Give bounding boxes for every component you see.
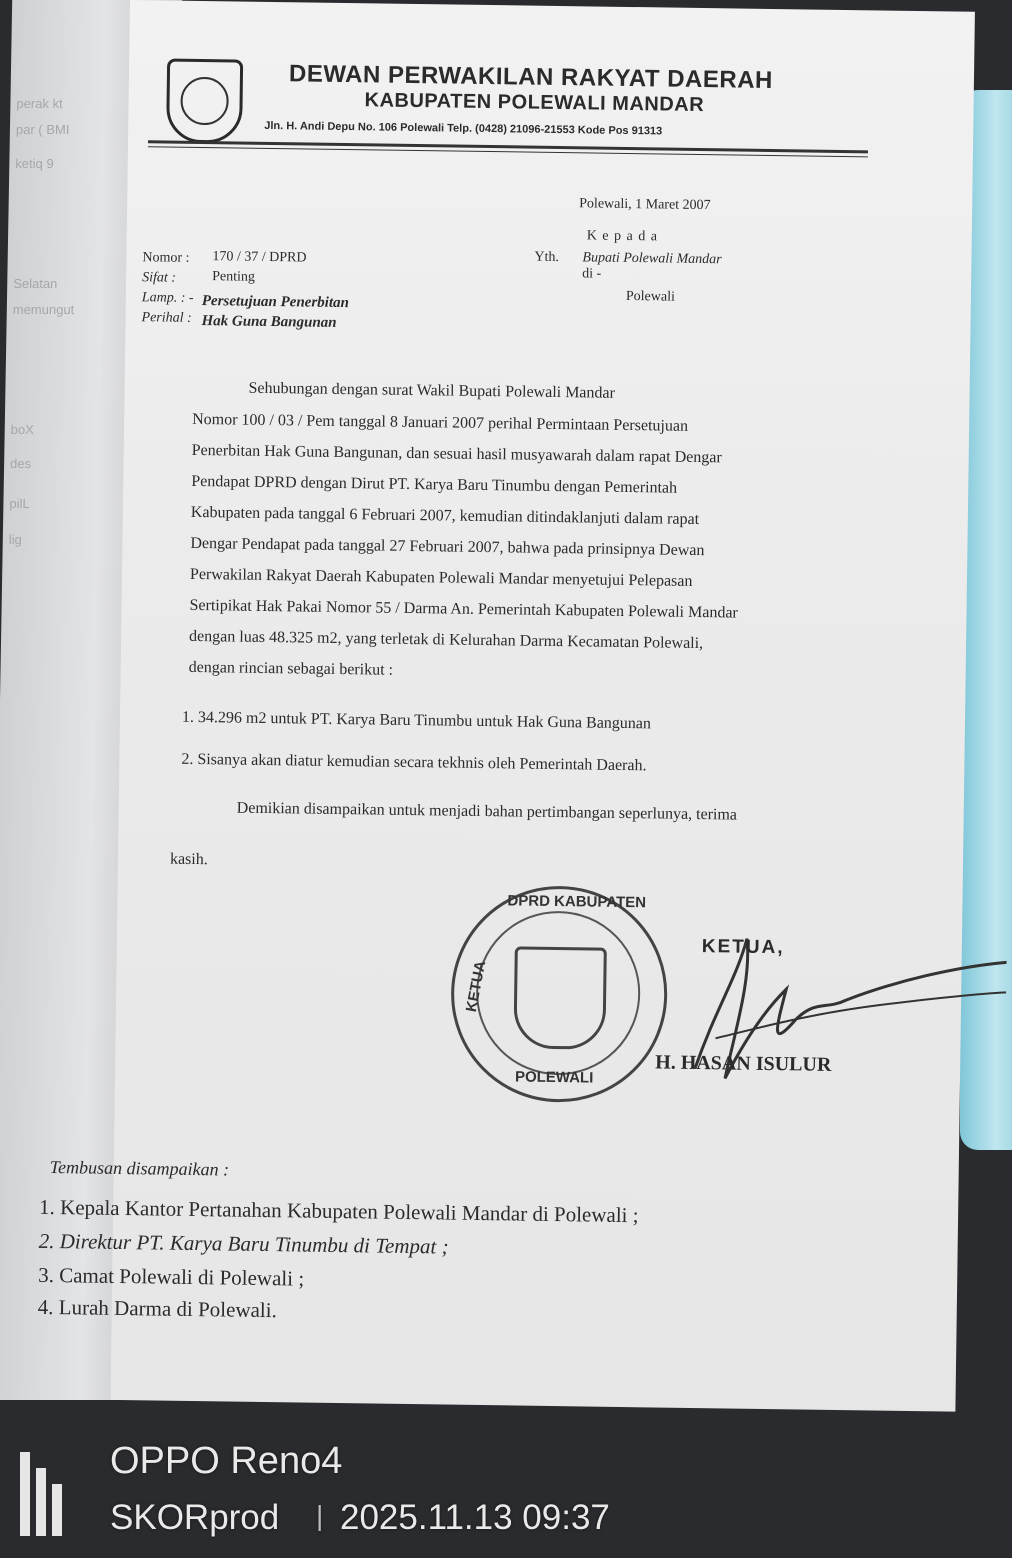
signatory-name: H. HASAN ISULUR [655, 1051, 832, 1076]
letterhead-org: DEWAN PERWAKILAN RAKYAT DAERAH [288, 60, 774, 94]
stamp-text-bottom: POLEWALI [514, 1068, 594, 1087]
letterhead-address: Jln. H. Andi Depu No. 106 Polewali Telp. (0428) 21096-21553 Kode Pos 91313 [264, 119, 663, 138]
body-line: dengan luas 48.325 m2, yang terletak di Kelurahan Darma Kecamatan Polewali, [189, 627, 704, 653]
ghost-text: lig [8, 532, 22, 547]
closing-line: kasih. [169, 850, 208, 869]
ghost-text: Selatan [13, 276, 58, 291]
letterhead-region: KABUPATEN POLEWALI MANDAR [364, 89, 705, 117]
lampiran-label: Lamp. : - [141, 290, 194, 306]
ghost-text: des [9, 456, 32, 471]
body-line: Kabupaten pada tanggal 6 Februari 2007, kemudian ditindaklanjuti dalam rapat [190, 503, 700, 528]
stamp-text-left: KETUA [462, 959, 490, 1014]
tembusan-heading: Tembusan disampaikan : [49, 1156, 230, 1180]
ghost-text: memungut [12, 302, 75, 317]
signatory-title: KETUA, [701, 936, 785, 959]
tembusan-item: 3. Camat Polewali di Polewali ; [38, 1262, 305, 1291]
ghost-text: pilL [9, 496, 30, 511]
recipient-name: Bupati Polewali Mandar [582, 250, 722, 268]
body-line: Dengar Pendapat pada tanggal 27 Februari 2007, bahwa pada prinsipnya Dewan [190, 534, 705, 560]
nomor-label: Nomor : [142, 250, 190, 266]
recipient-di: di - [582, 266, 602, 282]
place-date: Polewali, 1 Maret 2007 [579, 196, 711, 214]
nomor-value: 170 / 37 / DPRD [212, 249, 307, 266]
body-line: Perwakilan Rakyat Daerah Kabupaten Polewali Mandar menyetujui Pelepasan [189, 565, 693, 590]
perihal-label: Perihal : [141, 310, 192, 326]
ghost-text: par ( BMI [15, 122, 70, 137]
recipient-kepada: K e p a d a [586, 228, 659, 245]
closing-line: Demikian disampaikan untuk menjadi bahan pertimbangan seperlunya, terima [236, 799, 738, 824]
stamp-text-top: DPRD KABUPATEN [507, 892, 647, 912]
body-line: Pendapat DPRD dengan Dirut PT. Karya Baru Tinumbu dengan Pemerintah [191, 472, 678, 497]
recipient-city: Polewali [625, 288, 676, 305]
tembusan-item: 1. Kepala Kantor Pertanahan Kabupaten Polewali Mandar di Polewali ; [38, 1194, 639, 1228]
perihal-line-1: Persetujuan Penerbitan [201, 293, 350, 312]
sifat-value: Penting [212, 269, 256, 285]
official-seal-stamp [450, 885, 669, 1104]
watermark-separator: | [316, 1500, 324, 1531]
shield-emblem-icon [513, 946, 606, 1049]
ghost-text: boX [10, 422, 34, 437]
body-line: dengan rincian sebagai berikut : [188, 658, 394, 679]
recipient-yth: Yth. [534, 249, 560, 266]
camera-author: SKORprod [110, 1498, 280, 1537]
list-item: 2. Sisanya akan diatur kemudian secara tekhnis oleh Pemerintah Daerah. [181, 750, 647, 775]
body-line: Sehubungan dengan surat Wakil Bupati Polewali Mandar [248, 379, 616, 402]
perihal-line-2: Hak Guna Bangunan [201, 313, 337, 331]
body-line: Nomor 100 / 03 / Pem tanggal 8 Januari 2007 perihal Permintaan Persetujuan [192, 410, 689, 435]
tembusan-item: 2. Direktur PT. Karya Baru Tinumbu di Tempat ; [38, 1228, 449, 1259]
camera-brand-icon [18, 1448, 64, 1540]
ghost-text: perak kt [16, 96, 63, 111]
body-line: Penerbitan Hak Guna Bangunan, dan sesuai hasil musyawarah dalam rapat Dengar [191, 441, 722, 467]
body-line: Sertipikat Hak Pakai Nomor 55 / Darma An. Pemerintah Kabupaten Polewali Mandar [189, 596, 738, 622]
camera-device-name: OPPO Reno4 [110, 1440, 343, 1482]
camera-timestamp: 2025.11.13 09:37 [340, 1498, 610, 1537]
ghost-text: ketiq 9 [15, 156, 54, 171]
list-item: 1. 34.296 m2 untuk PT. Karya Baru Tinumbu untuk Hak Guna Bangunan [181, 708, 652, 733]
sifat-label: Sifat : [142, 270, 177, 286]
regency-logo-icon [166, 59, 243, 144]
tembusan-item: 4. Lurah Darma di Polewali. [37, 1294, 277, 1323]
